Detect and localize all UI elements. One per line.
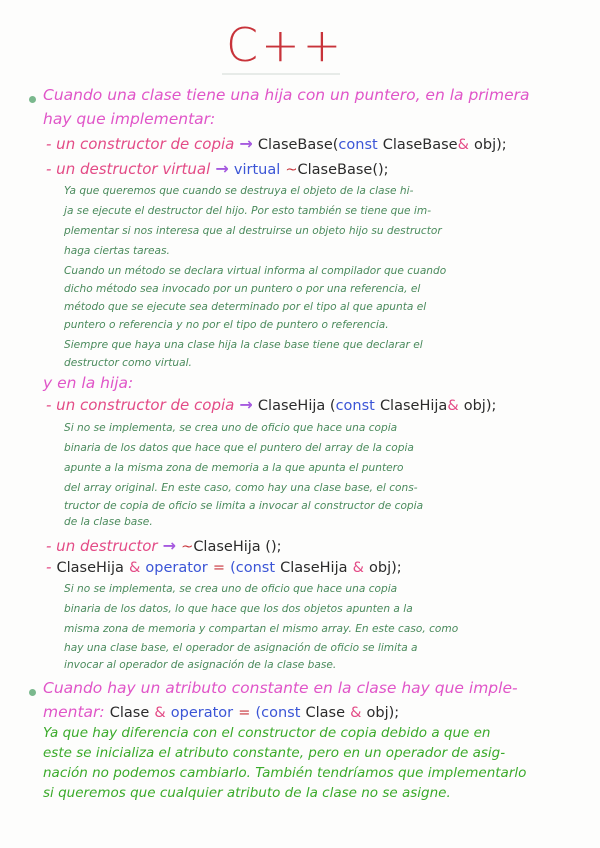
- code-token: obj);: [366, 705, 400, 721]
- code-ampersand: &: [128, 560, 141, 576]
- section1-item-virtual-destructor: [46, 161, 389, 178]
- code-ampersand: &: [154, 705, 166, 721]
- section2-para2-line: binaria de los datos, lo que hace que los dos objetos apunten a la: [64, 603, 413, 615]
- code-keyword: (const: [230, 560, 276, 576]
- section2-para1-line: de la clase base.: [64, 516, 153, 528]
- section3-heading-line1: Cuando hay un atributo constante en la clase hay que imple-: [43, 679, 518, 697]
- section1-para2-line: Cuando un método se declara virtual informa al compilador que cuando: [64, 265, 447, 277]
- item-label: - un destructor virtual: [46, 160, 211, 178]
- code-ampersand: &: [447, 398, 459, 414]
- section1-para3-line: Siempre que haya una clase hija la clase base tiene que declarar el: [64, 339, 423, 351]
- arrow-right-icon: →: [239, 134, 253, 153]
- section1-para2-line: puntero o referencia y no por el tipo de puntero o referencia.: [64, 319, 389, 331]
- section2-para1-line: del array original. En este caso, como hay una clase base, el cons-: [64, 482, 418, 494]
- section2-para1-line: apunte a la misma zona de memoria a la que apunta el puntero: [64, 462, 404, 474]
- item-label: - un constructor de copia: [46, 135, 235, 153]
- bullet-icon: [29, 96, 36, 103]
- section1-heading-line1: Cuando una clase tiene una hija con un puntero, en la primera: [43, 86, 530, 104]
- code-ampersand: &: [457, 137, 469, 153]
- section2-para1-line: binaria de los datos que hace que el puntero del array de la copia: [64, 442, 414, 454]
- code-keyword: const: [335, 398, 375, 414]
- item-label: -: [46, 558, 52, 576]
- section2-item-assignment-operator: [46, 559, 402, 576]
- code-token: Clase: [305, 705, 346, 721]
- section2-para1-line: tructor de copia de oficio se limita a invocar al constructor de copia: [64, 500, 424, 512]
- item-label: - un constructor de copia: [46, 396, 235, 414]
- code-token: obj);: [474, 137, 507, 153]
- code-equals: =: [212, 560, 226, 576]
- section1-para2-line: dicho método sea invocado por un puntero o por una referencia, el: [64, 283, 421, 295]
- code-token: obj);: [463, 398, 497, 414]
- section2-para2-line: Si no se implementa, se crea uno de oficio que hace una copia: [64, 583, 398, 595]
- bullet-icon: [29, 689, 36, 696]
- section1-item-copy-constructor: [46, 136, 507, 153]
- code-token: ClaseBase();: [297, 162, 389, 178]
- section2-para2-line: hay una clase base, el operador de asignación de oficio se limita a: [64, 642, 418, 654]
- section2-para1-line: Si no se implementa, se crea uno de oficio que hace una copia: [64, 422, 398, 434]
- section3-para-line: Ya que hay diferencia con el constructor de copia debido a que en: [43, 725, 491, 741]
- code-keyword: operator: [170, 705, 234, 721]
- code-keyword: virtual: [233, 162, 281, 178]
- page-title: C++: [226, 18, 345, 72]
- section3-heading-line2: [43, 704, 399, 721]
- code-tilde: ~: [285, 162, 298, 178]
- code-ampersand: &: [350, 705, 362, 721]
- code-token: Clase: [109, 705, 150, 721]
- code-token: ClaseHija (: [257, 398, 336, 414]
- arrow-right-icon: →: [215, 159, 229, 178]
- code-token: obj);: [369, 560, 402, 576]
- section1-para1-line: Ya que queremos que cuando se destruya el objeto de la clase hi-: [64, 185, 414, 197]
- code-keyword: const: [338, 137, 378, 153]
- section2-heading: y en la hija:: [43, 374, 134, 392]
- section3-heading-label: mentar:: [43, 703, 105, 721]
- section1-para1-line: plementar si nos interesa que al destruirse un objeto hijo su destructor: [64, 225, 442, 237]
- section1-para2-line: método que se ejecute sea determinado por el tipo al que apunta el: [64, 301, 427, 313]
- section3-para-line: nación no podemos cambiarlo. También tendríamos que implementarlo: [43, 765, 527, 781]
- code-token: ClaseBase(: [257, 137, 339, 153]
- section1-para3-line: destructor como virtual.: [64, 357, 192, 369]
- code-keyword: (const: [255, 705, 301, 721]
- arrow-right-icon: →: [162, 536, 177, 555]
- code-token: ClaseHija: [379, 398, 448, 414]
- section2-item-destructor: [46, 538, 281, 555]
- section2-para2-line: invocar al operador de asignación de la clase base.: [64, 659, 337, 671]
- section1-heading-line2: hay que implementar:: [43, 110, 216, 128]
- arrow-right-icon: →: [239, 395, 253, 414]
- section1-para1-line: ja se ejecute el destructor del hijo. Por esto también se tiene que im-: [64, 205, 432, 217]
- code-token: ClaseHija: [56, 560, 124, 576]
- code-keyword: operator: [145, 560, 208, 576]
- code-token: ClaseBase: [382, 137, 458, 153]
- code-token: ClaseHija: [280, 560, 348, 576]
- item-label: - un destructor: [46, 537, 158, 555]
- code-equals: =: [238, 705, 251, 721]
- title-underline: [222, 73, 340, 75]
- section2-item-copy-constructor: [46, 397, 496, 414]
- section1-para1-line: haga ciertas tareas.: [64, 245, 170, 257]
- section3-para-line: si queremos que cualquier atributo de la clase no se asigne.: [43, 785, 451, 801]
- code-token: ClaseHija ();: [193, 539, 282, 555]
- code-tilde: ~: [181, 539, 194, 555]
- section2-para2-line: misma zona de memoria y compartan el mismo array. En este caso, como: [64, 623, 459, 635]
- code-ampersand: &: [352, 560, 364, 576]
- section3-para-line: este se inicializa el atributo constante, pero en un operador de asig-: [43, 745, 506, 761]
